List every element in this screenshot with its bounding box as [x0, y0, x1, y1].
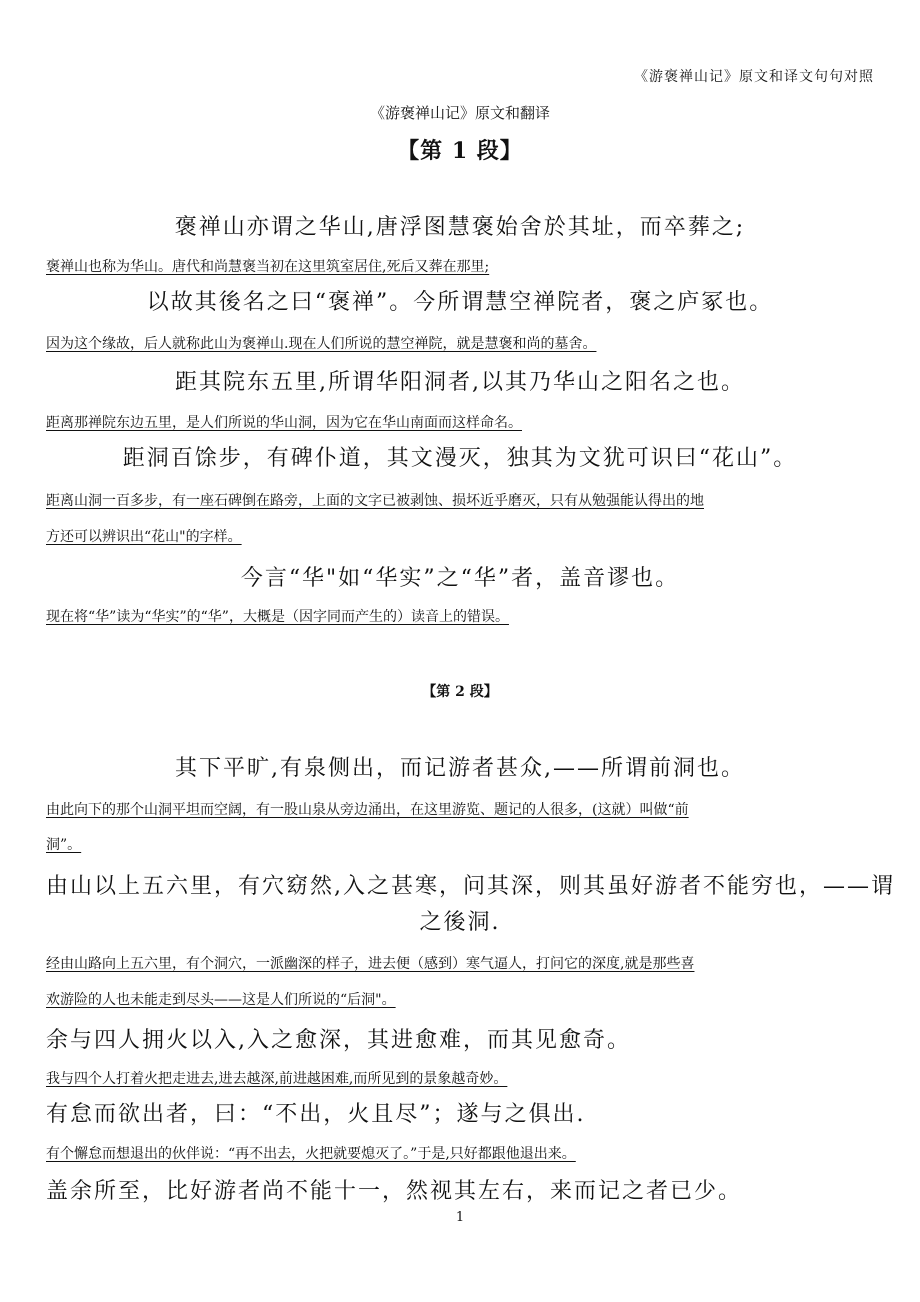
translation-line: 方还可以辨识出“花山"的字样。	[46, 529, 242, 545]
original-line: 由山以上五六里，有穴窈然,入之甚寒，问其深，则其虽好游者不能穷也，——谓	[46, 874, 895, 899]
translation-line: 现在将“华”读为“华实”的“华”，大概是（因字同而产生的）读音上的错误。	[46, 609, 509, 625]
original-line: 褒禅山亦谓之华山,唐浮图慧褒始舍於其址，而卒葬之;	[174, 215, 746, 240]
original-line: 余与四人拥火以入,入之愈深，其进愈难，而其见愈奇。	[46, 1028, 631, 1053]
page-number: 1	[455, 1210, 465, 1225]
translation-line: 由此向下的那个山洞平坦而空阔，有一股山泉从旁边涌出，在这里游览、题记的人很多，(这就）叫做“前	[46, 802, 689, 818]
translation-line: 距离那禅院东边五里，是人们所说的华山洞，因为它在华山南面而这样命名。	[46, 415, 522, 431]
translation-line: 距离山洞一百多步，有一座石碑倒在路旁，上面的文字已被剥蚀、损坏近乎磨灭，只有从勉强能认得出的地	[46, 493, 704, 509]
original-line: 有怠而欲出者，曰：“不出，火且尽”；遂与之俱出.	[46, 1102, 586, 1127]
section-2-heading: 【第 2 段】	[422, 684, 498, 700]
translation-line: 因为这个缘故，后人就称此山为褒禅山.现在人们所说的慧空禅院，就是慧褒和尚的墓舍。	[46, 336, 597, 352]
original-line: 今言“华"如“华实”之“华”者，盖音谬也。	[240, 566, 680, 591]
translation-line: 洞”。	[46, 837, 82, 853]
translation-line: 褒禅山也称为华山。唐代和尚慧褒当初在这里筑室居住,死后又葬在那里;	[46, 259, 490, 275]
original-line: 之後洞.	[419, 910, 501, 935]
section-1-heading: 【第 1 段】	[397, 138, 523, 164]
original-line: 盖余所至，比好游者尚不能十一，然视其左右，来而记之者已少。	[46, 1179, 743, 1204]
original-line: 距洞百馀步，有碑仆道，其文漫灭，独其为文犹可识曰“花山”。	[122, 446, 798, 471]
original-line: 距其院东五里,所谓华阳洞者,以其乃华山之阳名之也。	[175, 370, 745, 395]
translation-line: 我与四个人打着火把走进去,进去越深,前进越困难,而所见到的景象越奇妙。	[46, 1071, 508, 1087]
translation-line: 经由山路向上五六里，有个洞穴，一派幽深的样子，进去便（感到）寒气逼人，打问它的深度,就是那些喜	[46, 956, 695, 972]
translation-line: 有个懈怠而想退出的伙伴说：“再不出去，火把就要熄灭了。”于是,只好都跟他退出来。	[46, 1146, 576, 1162]
original-line: 其下平旷,有泉侧出，而记游者甚众,——所谓前洞也。	[175, 756, 745, 781]
original-line: 以故其後名之曰“褒禅”。今所谓慧空禅院者，褒之庐冢也。	[146, 290, 774, 315]
document-title: 《游褒禅山记》原文和翻译	[369, 104, 550, 122]
running-header: 《游褒禅山记》原文和译文句句对照	[634, 69, 874, 85]
translation-line: 欢游险的人也未能走到尽头——这是人们所说的“后洞"。	[46, 992, 396, 1008]
